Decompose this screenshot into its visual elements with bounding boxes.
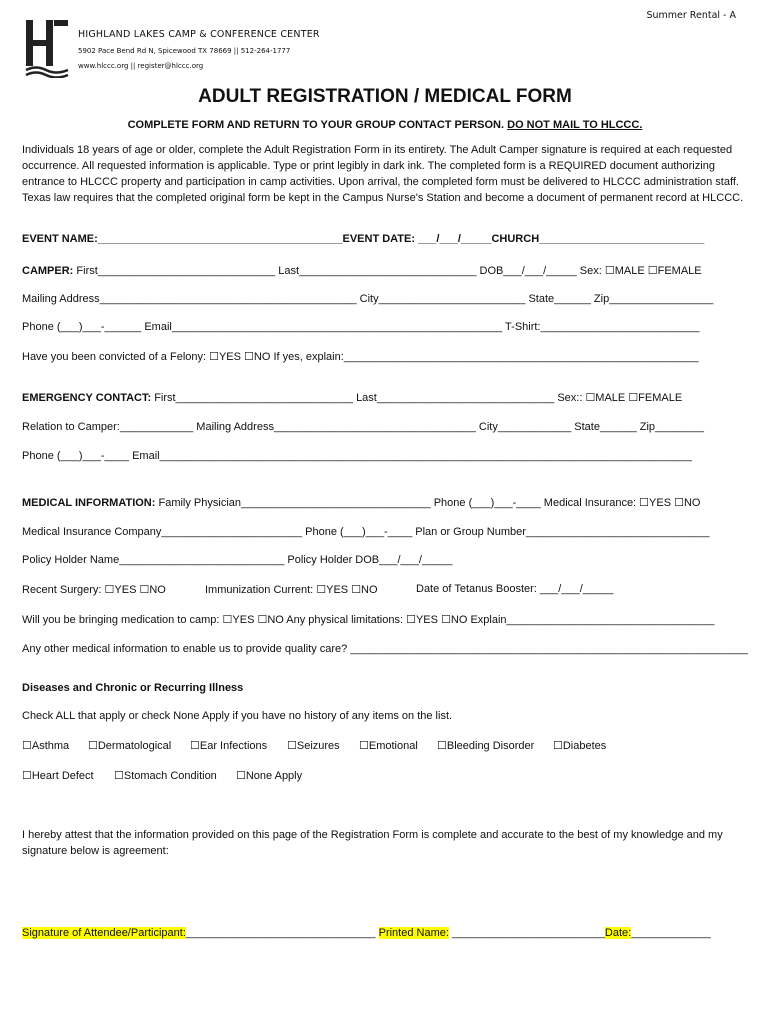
camper-fields[interactable]: First_____________________________ Last_____________________________ DOB___/___/_____ Sex: ☐MALE ☐FEMALE xyxy=(73,265,702,277)
tetanus-field[interactable]: Date of Tetanus Booster: ___/___/_____ xyxy=(416,583,614,595)
phone-line[interactable]: Phone (___)___-______ Email______________________________________________________ T-Shirt:__________________________ xyxy=(22,321,700,333)
org-web: www.hlccc.org || register@hlccc.org xyxy=(78,62,204,70)
org-address: 5902 Pace Bend Rd N, Spicewood TX 78669 || 512-264-1777 xyxy=(78,47,291,55)
disease-bleeding-disorder-checkbox[interactable]: ☐Bleeding Disorder xyxy=(437,740,535,752)
form-title: ADULT REGISTRATION / MEDICAL FORM xyxy=(198,86,572,107)
emergency-label: EMERGENCY CONTACT: xyxy=(22,392,152,404)
other-info-line[interactable]: Any other medical information to enable us to provide quality care? _________________________________________________________________ xyxy=(22,643,748,655)
signature-row xyxy=(22,927,711,939)
form-subtitle xyxy=(0,119,770,131)
date-label: Date: xyxy=(604,927,632,939)
felony-line[interactable]: Have you been convicted of a Felony: ☐YES ☐NO If yes, explain:__________________________________________________________ xyxy=(22,351,699,363)
emergency-phone-line[interactable]: Phone (___)___-____ Email_______________________________________________________________________________________ xyxy=(22,450,692,462)
medication-line[interactable]: Will you be bringing medication to camp: ☐YES ☐NO Any physical limitations: ☐YES ☐NO Explain__________________________________ xyxy=(22,614,715,626)
medical-line[interactable] xyxy=(22,496,700,509)
none-apply-checkbox[interactable]: ☐None Apply xyxy=(236,770,303,782)
camper-line[interactable] xyxy=(22,264,702,277)
printed-name-field[interactable]: _________________________ xyxy=(448,927,605,939)
relation-line[interactable]: Relation to Camper:____________ Mailing Address_________________________________ City____________ State______ Zip________ xyxy=(22,421,704,433)
disease-ear-infections-checkbox[interactable]: ☐Ear Infections xyxy=(190,740,268,752)
medical-fields[interactable]: Family Physician_______________________________ Phone (___)___-____ Medical Insurance: ☐YES ☐NO xyxy=(155,497,701,509)
surgery-field[interactable]: Recent Surgery: ☐YES ☐NO xyxy=(22,584,166,596)
immunization-field[interactable]: Immunization Current: ☐YES ☐NO xyxy=(205,584,378,596)
policy-line[interactable]: Policy Holder Name___________________________ Policy Holder DOB___/___/_____ xyxy=(22,554,453,566)
rental-tag: Summer Rental - A xyxy=(646,10,736,21)
hlccc-logo xyxy=(24,18,72,78)
disease-dermatological-checkbox[interactable]: ☐Dermatological xyxy=(88,740,172,752)
diseases-heading: Diseases and Chronic or Recurring Illness xyxy=(22,682,244,694)
disease-diabetes-checkbox[interactable]: ☐Diabetes xyxy=(553,740,607,752)
printed-name-label: Printed Name: xyxy=(378,927,449,939)
signature-field[interactable]: _______________________________ xyxy=(185,927,376,939)
disease-emotional-checkbox[interactable]: ☐Emotional xyxy=(359,740,418,752)
event-line[interactable]: EVENT NAME:________________________________________EVENT DATE: ___/___/_____CHURCH___________________________ xyxy=(22,233,705,245)
signature-label: Signature of Attendee/Participant: xyxy=(22,927,186,939)
insurance-line[interactable]: Medical Insurance Company_______________________ Phone (___)___-____ Plan or Group Number______________________________ xyxy=(22,526,710,538)
disease-heart-defect-checkbox[interactable]: ☐Heart Defect xyxy=(22,770,94,782)
date-field[interactable]: _____________ xyxy=(631,927,711,939)
diseases-instruction: Check ALL that apply or check None Apply if you have no history of any items on the list. xyxy=(22,710,453,722)
camper-label: CAMPER: xyxy=(22,265,74,277)
disease-stomach-condition-checkbox[interactable]: ☐Stomach Condition xyxy=(114,770,217,782)
attestation-text: I hereby attest that the information provided on this page of the Registration Form is complete and accurate to the best of my knowledge and my signature below is agreement: xyxy=(22,829,723,857)
medical-label: MEDICAL INFORMATION: xyxy=(22,497,156,509)
mailing-line[interactable]: Mailing Address__________________________________________ City________________________ State______ Zip_________________ xyxy=(22,293,714,305)
subtitle-text: COMPLETE FORM AND RETURN TO YOUR GROUP CONTACT PERSON. xyxy=(127,119,508,131)
emergency-fields[interactable]: First_____________________________ Last_____________________________ Sex:: ☐MALE ☐FEMALE xyxy=(151,392,683,404)
subtitle-warning: DO NOT MAIL TO HLCCC. xyxy=(507,119,643,131)
disease-seizures-checkbox[interactable]: ☐Seizures xyxy=(287,740,340,752)
intro-paragraph: Individuals 18 years of age or older, complete the Adult Registration Form in its entirety. The Adult Camper signature is required at each requested occurrence. All requested information is applicable. Type or print legibly in dark ink. The completed form is a REQUIRED document authorizing entrance to HLCCC property and participation in camp activities. Upon arrival, the completed form must be delivered to HLCCC administration staff. Texas law requires that the completed original form be kept in the Campus Nurse's Station and become a document of permanent record at HLCCC. xyxy=(22,144,744,204)
emergency-line[interactable] xyxy=(22,391,682,404)
disease-asthma-checkbox[interactable]: ☐Asthma xyxy=(22,740,70,752)
org-name: HIGHLAND LAKES CAMP & CONFERENCE CENTER xyxy=(78,29,320,40)
